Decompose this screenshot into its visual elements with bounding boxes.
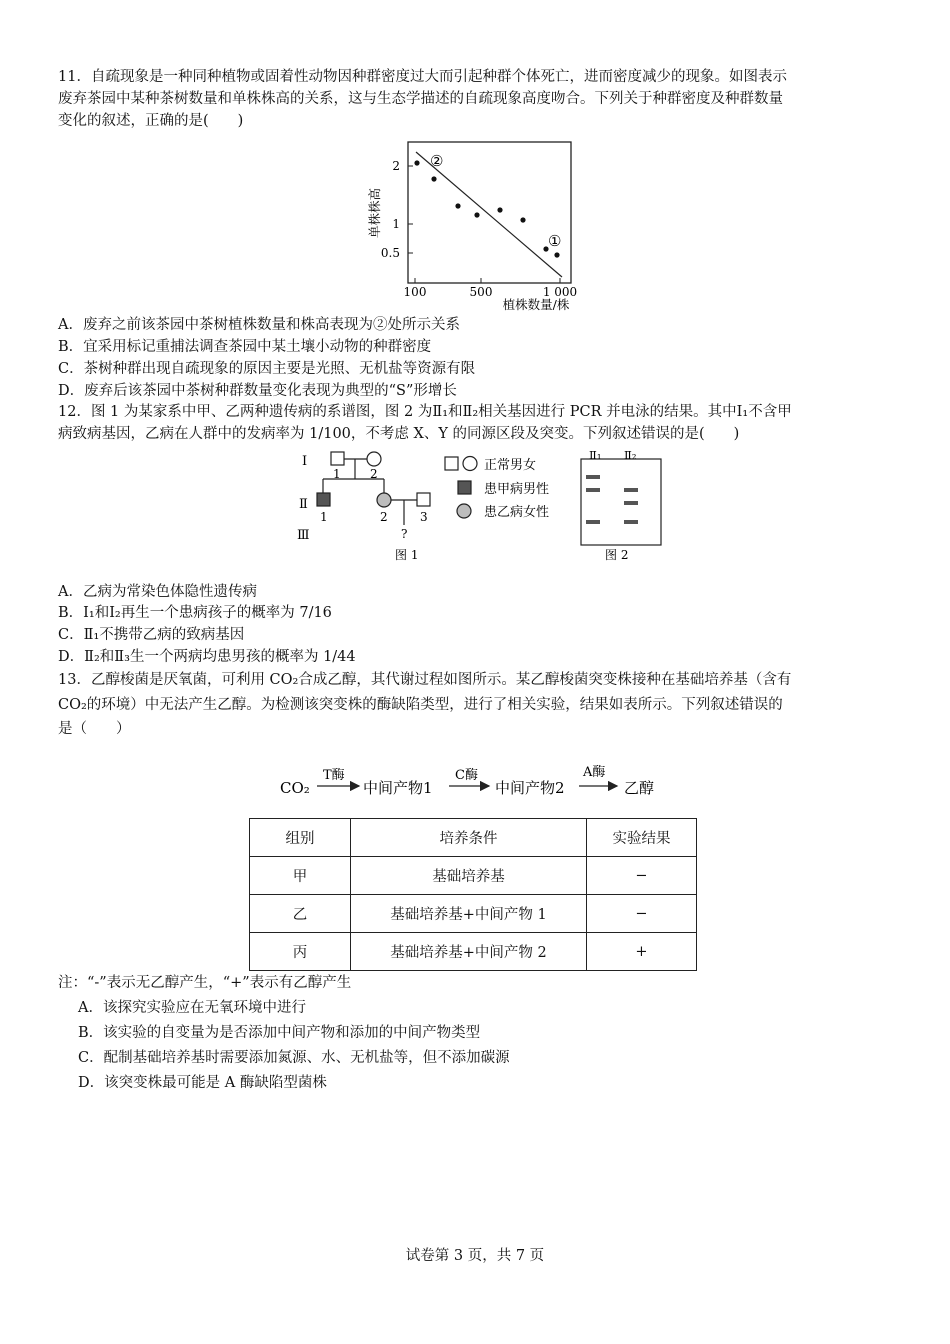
y-tick-label: 0.5 [380,246,400,260]
q12-option-d[interactable]: D．Ⅱ₂和Ⅱ₃生一个两病均患男孩的概率为 1/44 [58,649,356,665]
data-point [474,212,479,217]
I1-male-normal [331,452,344,465]
table-cell: + [587,933,697,971]
q13-stem-line-1: 13．乙醇梭菌是厌氧菌，可利用 CO₂合成乙醇，其代谢过程如图所示。某乙醇梭菌突变株接种在基础培养基（含有 [58,672,792,688]
q12-gel-figure [575,445,665,570]
q13-stem-line-3: 是（ ） [58,721,131,737]
data-point [554,252,559,257]
table-cell: 乙 [250,895,351,933]
pathway-start: CO₂ [280,779,310,797]
II1-male-affected-jia [317,493,330,506]
x-tick-label: 500 [469,285,493,299]
gel-frame [581,459,661,545]
pathway-enzyme-3: A酶 [583,765,606,780]
x-tick-label: 100 [403,285,427,299]
table-cell: − [587,895,697,933]
q13-option-c[interactable]: C．配制基础培养基时需要添加氮源、水、无机盐等，但不添加碳源 [78,1050,510,1066]
q13-option-d[interactable]: D．该突变株最可能是 A 酶缺陷型菌株 [78,1075,327,1091]
legend-normal: 正常男女 [484,458,537,473]
table-cell: 基础培养基+中间产物 1 [351,895,587,933]
table-row [250,933,697,971]
data-point [520,217,525,222]
table-cell: 丙 [250,933,351,971]
trend-line [416,152,562,277]
x-tick-label: 1 000 [542,285,578,299]
II2-female-affected-yi [377,493,391,507]
table-cell: − [587,857,697,895]
pathway-enzyme-1: T酶 [323,768,345,783]
y-tick-label: 1 [392,217,400,231]
data-point [431,176,436,181]
q13-results-table [249,818,697,971]
I1-number: 1 [333,467,341,481]
II1-number: 1 [320,510,328,524]
q12-stem-line-1: 12．图 1 为某家系中甲、乙两种遗传病的系谱图，图 2 为Ⅱ₁和Ⅱ₂相关基因进行 PCR 并电泳的结果。其中Ⅰ₁不含甲 [58,404,792,420]
II3-number: 3 [420,510,428,524]
marker-1: ① [548,232,562,250]
pathway-enzyme-2: C酶 [455,768,478,783]
pathway-mid-2: 中间产物2 [495,779,565,797]
table-header: 组别 [250,819,351,857]
y-axis-label: 单株株高 [367,187,382,239]
II3-male-normal [417,493,430,506]
q11-option-b[interactable]: B．宜采用标记重捕法调查茶园中某土壤小动物的种群密度 [58,339,432,355]
q12-option-c[interactable]: C．Ⅱ₁不携带乙病的致病基因 [58,627,245,643]
y-tick-label: 2 [392,159,400,173]
q13-pathway-diagram [275,758,675,803]
q12-option-a[interactable]: A．乙病为常染色体隐性遗传病 [58,584,257,600]
legend-circle-icon [463,457,477,471]
gel-band [624,501,638,505]
marker-2: ② [430,152,444,170]
generation-label-I: Ⅰ [302,454,308,469]
pathway-end: 乙醇 [624,779,655,797]
figure-2-caption: 图 2 [605,548,629,562]
q13-option-b[interactable]: B．该实验的自变量为是否添加中间产物和添加的中间产物类型 [78,1025,481,1041]
legend-square-icon [445,457,458,470]
q13-option-a[interactable]: A．该探究实验应在无氧环境中进行 [78,1000,306,1016]
q13-table-note: 注：“-”表示无乙醇产生，“+”表示有乙醇产生 [58,975,352,991]
q11-scatter-chart [360,135,600,315]
generation-label-II: Ⅱ [299,497,308,512]
III-unknown: ? [401,527,408,541]
table-cell: 基础培养基+中间产物 2 [351,933,587,971]
q11-stem-line-1: 11．自疏现象是一种同种植物或固着性动物因种群密度过大而引起种群个体死亡，进而密度减少的现象。如图表示 [58,69,787,85]
data-point [414,160,419,165]
table-header-row [250,819,697,857]
page-footer: 试卷第 3 页，共 7 页 [405,1248,545,1264]
table-row [250,857,697,895]
II2-number: 2 [380,510,388,524]
data-point [455,203,460,208]
legend-jia: 患甲病男性 [484,482,550,497]
table-row [250,895,697,933]
q11-option-d[interactable]: D．废弃后该茶园中茶树种群数量变化表现为典型的“S”形增长 [58,383,457,399]
q13-stem-line-2: CO₂的环境）中无法产生乙醇。为检测该突变株的酶缺陷类型，进行了相关实验，结果如表所示。下列叙述错误的 [58,697,783,713]
figure-1-caption: 图 1 [395,548,419,562]
x-axis-label: 植株数量/株 [502,297,570,312]
table-cell: 甲 [250,857,351,895]
data-point [497,207,502,212]
q11-stem-line-3: 变化的叙述，正确的是( ) [58,113,244,129]
gel-band [586,520,600,524]
I2-female-normal [367,452,381,466]
legend-yi-icon [457,504,471,518]
legend-yi: 患乙病女性 [484,505,550,520]
q12-stem-line-2: 病致病基因，乙病在人群中的发病率为 1/100，不考虑 X、Y 的同源区段及突变。下列叙述错误的是( ) [58,426,740,442]
gel-band [624,520,638,524]
q12-pedigree-figure [290,445,580,570]
table-header: 实验结果 [587,819,697,857]
table-header: 培养条件 [351,819,587,857]
q11-stem-line-2: 废弃茶园中某种茶树数量和单株株高的关系，这与生态学描述的自疏现象高度吻合。下列关于种群密度及种群数量 [58,91,783,107]
q11-option-c[interactable]: C．茶树种群出现自疏现象的原因主要是光照、无机盐等资源有限 [58,361,476,377]
q12-option-b[interactable]: B．Ⅰ₁和Ⅰ₂再生一个患病孩子的概率为 7/16 [58,605,332,621]
gel-band [586,488,600,492]
gel-lane-2-label: Ⅱ₂ [624,448,637,462]
gel-band [586,475,600,479]
pathway-mid-1: 中间产物1 [363,779,433,797]
q11-option-a[interactable]: A．废弃之前该茶园中茶树植株数量和株高表现为②处所示关系 [58,317,460,333]
legend-jia-icon [458,481,471,494]
I2-number: 2 [370,467,378,481]
generation-label-III: Ⅲ [297,528,310,543]
gel-lane-1-label: Ⅱ₁ [589,448,602,462]
table-cell: 基础培养基 [351,857,587,895]
gel-band [624,488,638,492]
